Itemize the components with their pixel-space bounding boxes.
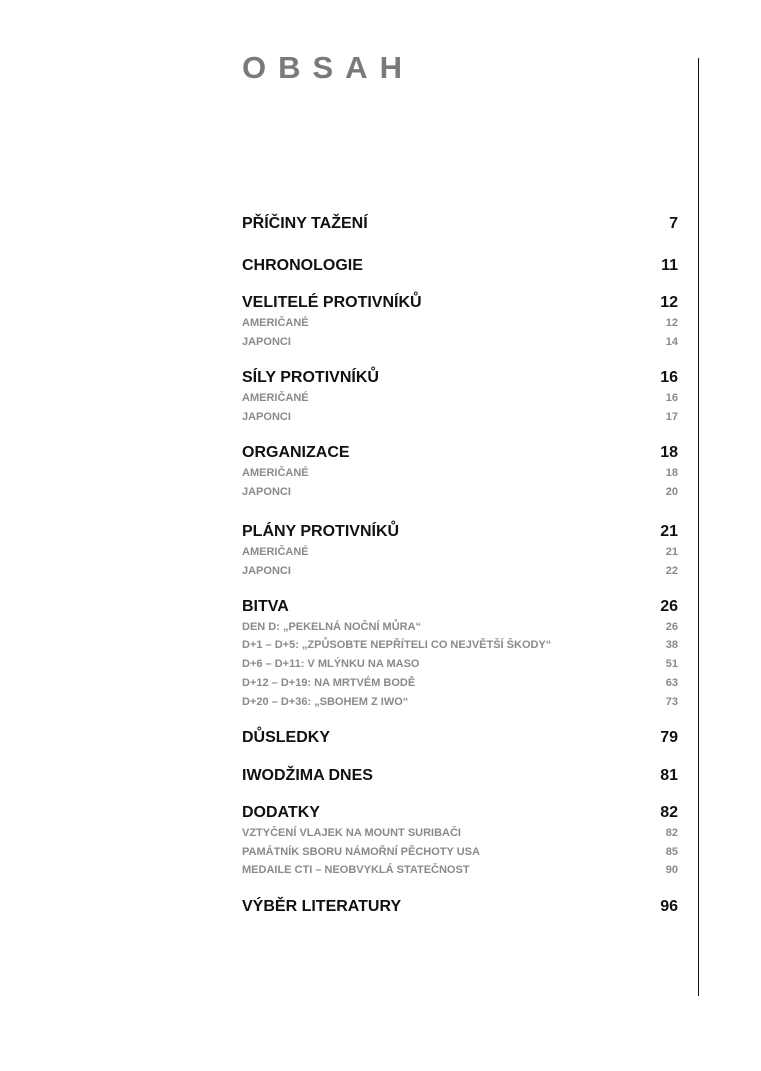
toc-subentry-page: 90 xyxy=(665,864,678,876)
toc-subentry-label: PAMÁTNÍK SBORU NÁMOŘNÍ PĚCHOTY USA xyxy=(242,846,480,858)
toc-entry xyxy=(242,766,678,786)
toc-subentry xyxy=(242,545,678,560)
toc-subentry-label: D+20 – D+36: „SBOHEM Z IWO“ xyxy=(242,696,409,708)
toc-subentry xyxy=(242,410,678,425)
toc-subentry-label: D+6 – D+11: V MLÝNKU NA MASO xyxy=(242,658,420,670)
toc-entry-page: 26 xyxy=(660,598,678,615)
toc-subentry-label: JAPONCI xyxy=(242,486,291,498)
toc-subentry xyxy=(242,695,678,710)
toc-subentry-page: 26 xyxy=(665,621,678,633)
toc-subentry-label: DEN D: „PEKELNÁ NOČNÍ MŮRA“ xyxy=(242,621,422,633)
toc-subentry-page: 20 xyxy=(665,486,678,498)
toc-subentry xyxy=(242,845,678,860)
toc-entry xyxy=(242,293,678,313)
toc-subentry-page: 14 xyxy=(665,336,678,348)
table-of-contents xyxy=(242,0,678,1071)
toc-subentry-page: 82 xyxy=(665,827,678,839)
toc-subentry-label: AMERIČANÉ xyxy=(242,546,309,558)
toc-entry xyxy=(242,256,678,276)
toc-subentry-label: JAPONCI xyxy=(242,565,291,577)
toc-entry xyxy=(242,443,678,463)
toc-entry xyxy=(242,803,678,823)
toc-subentry xyxy=(242,620,678,635)
toc-subentry-page: 51 xyxy=(665,658,678,670)
toc-entry-label: ORGANIZACE xyxy=(242,444,350,461)
toc-subentry-label: AMERIČANÉ xyxy=(242,317,309,329)
toc-entry xyxy=(242,214,678,234)
toc-subentry xyxy=(242,316,678,331)
toc-subentry xyxy=(242,564,678,579)
toc-entry-label: DODATKY xyxy=(242,804,320,821)
toc-entry-page: 21 xyxy=(660,523,678,540)
toc-entry-page: 82 xyxy=(660,804,678,821)
toc-subentry-page: 73 xyxy=(665,696,678,708)
toc-subentry xyxy=(242,676,678,691)
toc-subentry xyxy=(242,391,678,406)
toc-entry-page: 16 xyxy=(660,369,678,386)
toc-subentry-page: 63 xyxy=(665,677,678,689)
toc-entry-page: 18 xyxy=(660,444,678,461)
toc-subentry-page: 12 xyxy=(665,317,678,329)
toc-entry-label: CHRONOLOGIE xyxy=(242,257,363,274)
toc-subentry-page: 38 xyxy=(665,639,678,651)
toc-subentry-page: 85 xyxy=(665,846,678,858)
toc-subentry-page: 17 xyxy=(665,411,678,423)
toc-entry-label: PLÁNY PROTIVNÍKŮ xyxy=(242,523,400,540)
toc-subentry-label: AMERIČANÉ xyxy=(242,392,309,404)
toc-entry-label: BITVA xyxy=(242,598,289,615)
toc-entry-page: 79 xyxy=(660,729,678,746)
toc-subentry-label: AMERIČANÉ xyxy=(242,467,309,479)
toc-entry-page: 12 xyxy=(660,294,678,311)
toc-subentry xyxy=(242,466,678,481)
toc-subentry-label: JAPONCI xyxy=(242,411,291,423)
toc-entry-label: PŘÍČINY TAŽENÍ xyxy=(242,215,368,232)
toc-entry xyxy=(242,597,678,617)
toc-subentry-label: D+1 – D+5: „ZPŮSOBTE NEPŘÍTELI CO NEJVĚTŠÍ ŠKODY“ xyxy=(242,639,552,651)
toc-subentry xyxy=(242,638,678,653)
toc-subentry xyxy=(242,335,678,350)
toc-entry xyxy=(242,728,678,748)
toc-subentry-label: MEDAILE CTI – NEOBVYKLÁ STATEČNOST xyxy=(242,864,470,876)
page-title: OBSAH xyxy=(242,50,414,85)
toc-subentry-label: JAPONCI xyxy=(242,336,291,348)
toc-subentry-label: D+12 – D+19: NA MRTVÉM BODĚ xyxy=(242,677,416,689)
toc-entry-page: 96 xyxy=(660,898,678,915)
toc-subentry-page: 16 xyxy=(665,392,678,404)
toc-entry-label: SÍLY PROTIVNÍKŮ xyxy=(242,369,379,386)
toc-entry-page: 81 xyxy=(660,767,678,784)
toc-entry-label: IWODŽIMA DNES xyxy=(242,767,373,784)
toc-entry-label: VÝBĚR LITERATURY xyxy=(242,898,402,915)
toc-subentry-page: 21 xyxy=(665,546,678,558)
toc-entry-page: 11 xyxy=(661,257,678,274)
toc-entry-label: DŮSLEDKY xyxy=(242,729,331,746)
toc-entry xyxy=(242,368,678,388)
toc-subentry-label: VZTYČENÍ VLAJEK NA MOUNT SURIBAČI xyxy=(242,827,461,839)
toc-subentry-page: 22 xyxy=(665,565,678,577)
toc-subentry-page: 18 xyxy=(665,467,678,479)
toc-subentry xyxy=(242,863,678,878)
toc-subentry xyxy=(242,485,678,500)
toc-subentry xyxy=(242,657,678,672)
toc-subentry xyxy=(242,826,678,841)
toc-entry-page: 7 xyxy=(669,215,678,232)
toc-entry xyxy=(242,897,678,917)
toc-entry-label: VELITELÉ PROTIVNÍKŮ xyxy=(242,294,422,311)
toc-entry xyxy=(242,522,678,542)
vertical-rule xyxy=(698,58,699,996)
